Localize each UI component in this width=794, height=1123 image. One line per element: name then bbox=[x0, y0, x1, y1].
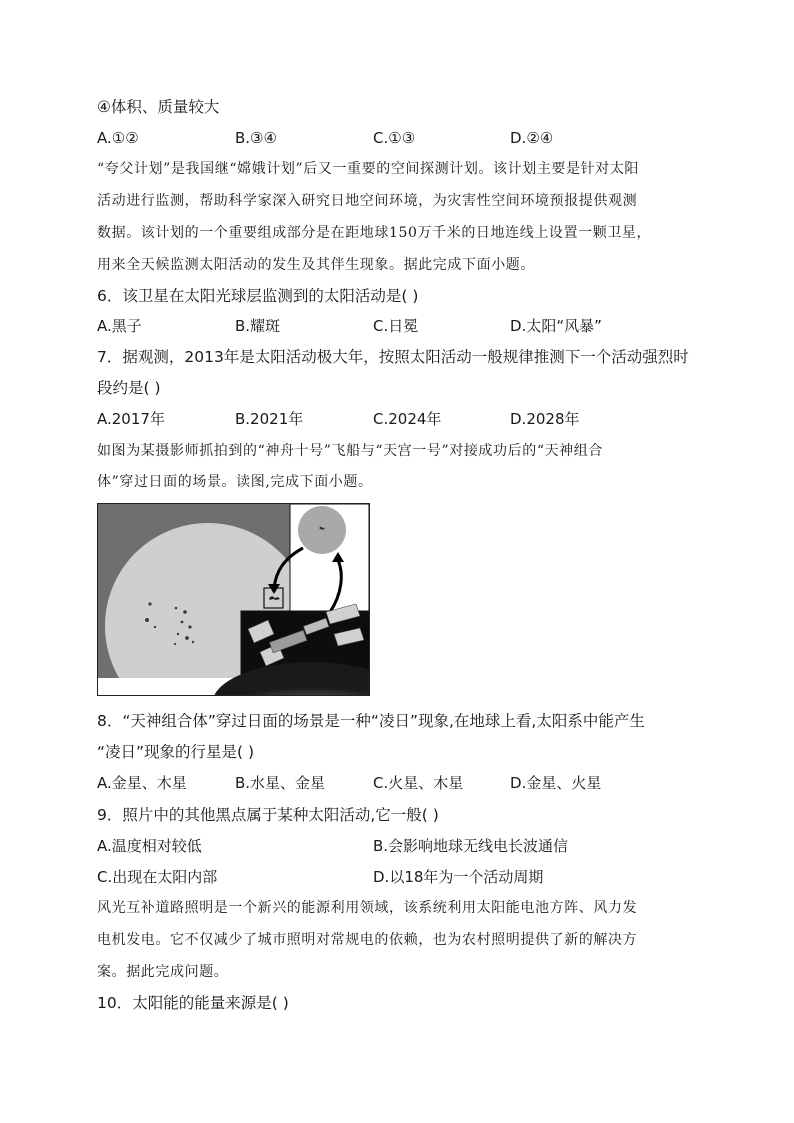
q7-option-b[interactable]: B.2021年 bbox=[235, 410, 304, 428]
q7-option-a[interactable]: A.2017年 bbox=[97, 410, 165, 428]
passage3-line: 案。据此完成问题。 bbox=[97, 964, 229, 980]
q7-option-c[interactable]: C.2024年 bbox=[373, 410, 442, 428]
q9-option-a[interactable]: A.温度相对较低 bbox=[97, 837, 202, 855]
q9-options-row1 bbox=[97, 836, 597, 856]
q8-option-d[interactable]: D.金星、火星 bbox=[510, 774, 602, 792]
transit-photo-figure bbox=[97, 503, 370, 696]
q6-option-b[interactable]: B.耀斑 bbox=[235, 317, 281, 335]
q7-stem: 段约是( ) bbox=[97, 379, 161, 397]
q8-stem: “凌日”现象的行星是( ) bbox=[97, 743, 255, 761]
q5-option-d[interactable]: D.②④ bbox=[510, 129, 554, 147]
q6-option-a[interactable]: A.黑子 bbox=[97, 317, 142, 335]
passage2-line: 体”穿过日面的场景。读图,完成下面小题。 bbox=[97, 474, 373, 490]
q7-stem: 7．据观测，2013年是太阳活动极大年，按照太阳活动一般规律推测下一个活动强烈时 bbox=[97, 348, 689, 366]
q5-option-b[interactable]: B.③④ bbox=[235, 129, 277, 147]
passage1-line: 活动进行监测，帮助科学家深入研究日地空间环境，为灾害性空间环境预报提供观测 bbox=[97, 193, 638, 209]
passage1-line: 数据。该计划的一个重要组成部分是在距地球150万千米的日地连线上设置一颗卫星， bbox=[97, 225, 652, 241]
transit-photo bbox=[98, 504, 369, 695]
q7-option-d[interactable]: D.2028年 bbox=[510, 410, 580, 428]
q10-stem: 10．太阳能的能量来源是( ) bbox=[97, 994, 289, 1012]
q6-stem: 6．该卫星在太阳光球层监测到的太阳活动是( ) bbox=[97, 287, 419, 305]
q6-option-d[interactable]: D.太阳“风暴” bbox=[510, 317, 602, 335]
q8-option-c[interactable]: C.火星、木星 bbox=[373, 774, 464, 792]
q9-option-d[interactable]: D.以18年为一个活动周期 bbox=[373, 868, 544, 886]
passage1-line: 用来全天候监测太阳活动的发生及其伴生现象。据此完成下面小题。 bbox=[97, 257, 535, 273]
q5-option-c[interactable]: C.①③ bbox=[373, 129, 416, 147]
q9-stem: 9．照片中的其他黑点属于某种太阳活动,它一般( ) bbox=[97, 806, 439, 824]
q9-option-c[interactable]: C.出现在太阳内部 bbox=[97, 868, 218, 886]
passage1-line: “夸父计划”是我国继“嫦娥计划”后又一重要的空间探测计划。该计划主要是针对太阳 bbox=[97, 161, 640, 177]
q5-option-a[interactable]: A.①② bbox=[97, 129, 139, 147]
q9-options-row2 bbox=[97, 867, 597, 887]
passage2-line: 如图为某摄影师抓拍到的“神舟十号”飞船与“天宫一号”对接成功后的“天神组合 bbox=[97, 443, 603, 459]
q6-option-c[interactable]: C.日冕 bbox=[373, 317, 419, 335]
item-4-text: ④体积、质量较大 bbox=[97, 98, 220, 116]
q9-option-b[interactable]: B.会影响地球无线电长波通信 bbox=[373, 837, 569, 855]
passage3-line: 电机发电。它不仅减少了城市照明对常规电的依赖，也为农村照明提供了新的解决方 bbox=[97, 932, 638, 948]
q8-stem: 8．“天神组合体”穿过日面的场景是一种“凌日”现象,在地球上看,太阳系中能产生 bbox=[97, 712, 645, 730]
passage3-line: 风光互补道路照明是一个新兴的能源利用领域，该系统利用太阳能电池方阵、风力发 bbox=[97, 900, 638, 916]
q8-option-b[interactable]: B.水星、金星 bbox=[235, 774, 326, 792]
q8-option-a[interactable]: A.金星、木星 bbox=[97, 774, 187, 792]
